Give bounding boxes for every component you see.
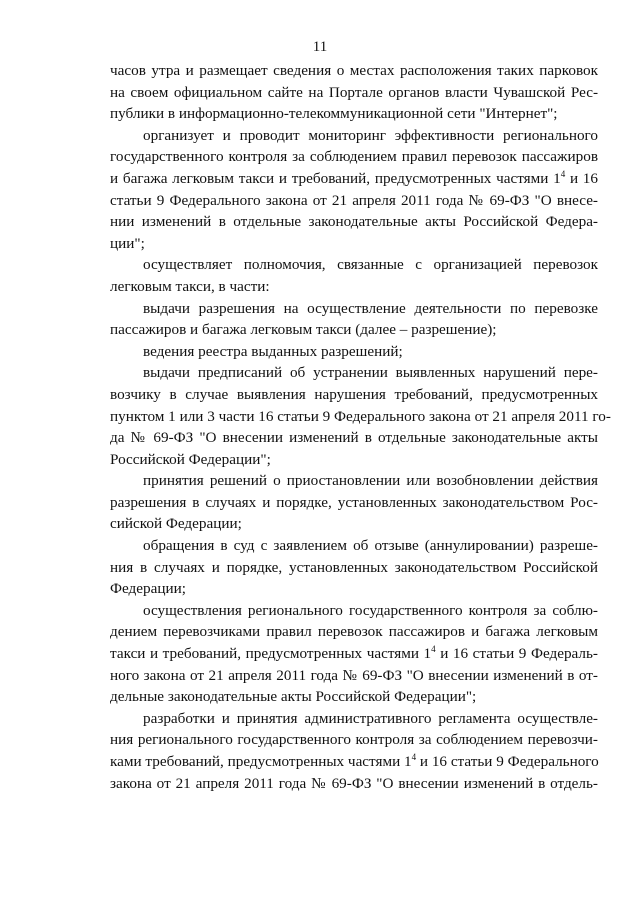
text-line: публики в информационно-телекоммуникационной сети "Интернет"; [110,105,558,123]
superscript: 4 [411,752,417,762]
text-line: выдачи разрешения на осуществление деятельности по перевозке [143,299,598,317]
text-line: выдачи предписаний об устранении выявленных нарушений пере- [143,364,598,382]
text-line: легковым такси, в части: [110,277,270,295]
text-line: часов утра и размещает сведения о местах расположения таких парковок [110,62,598,79]
text-line: осуществляет полномочия, связанные с организацией перевозок [143,256,598,274]
text-line: ного закона от 21 апреля 2011 года № 69-ФЗ "О внесении изменений в от- [110,666,598,684]
text-line: ния в случаях и порядке, установленных законодательством Российской [110,558,598,576]
text-line: статьи 9 Федерального закона от 21 апреля 2011 года № 69-ФЗ "О внесе- [110,191,598,209]
document-body [110,60,611,794]
text-line: возчику в случае выявления нарушения требований, предусмотренных [110,385,598,403]
text-line: пунктом 1 или 3 части 16 статьи 9 Федерального закона от 21 апреля 2011 го- [110,407,611,425]
text-line: организует и проводит мониторинг эффективности регионального [143,126,598,144]
text-line: разрешения в случаях и порядке, установленных законодательством Рос- [110,493,598,511]
text-line: пассажиров и багажа легковым такси (далее – разрешение); [110,321,497,339]
text-line: закона от 21 апреля 2011 года № 69-ФЗ "О внесении изменений в отдель- [110,774,598,792]
text-segment: и багажа легковым такси и требований, предусмотренных частями 1 [110,169,561,187]
text-line [110,643,598,665]
text-line: Федерации; [110,580,186,598]
text-segment: ками требований, предусмотренных частями 1 [110,753,412,770]
text-line: на своем официальном сайте на Портале органов власти Чувашской Рес- [110,83,598,101]
superscript: 4 [560,168,566,179]
text-line: Российской Федерации"; [110,450,271,468]
text-line [110,751,598,773]
page-number: 11 [312,39,328,55]
text-segment: и 16 статьи 9 Федераль- [435,645,598,663]
text-line: дением перевозчиками правил перевозок пассажиров и багажа легковым [110,623,598,641]
text-segment: и 16 [565,169,598,187]
text-line: нии изменений в отдельные законодательные акты Российской Федера- [110,213,598,231]
text-line: государственного контроля за соблюдением правил перевозок пассажиров [110,148,598,166]
text-segment: такси и требований, предусмотренных частями 1 [110,645,432,663]
text-line: разработки и принятия административного регламента осуществле- [143,709,598,727]
text-line: дельные законодательные акты Российской Федерации"; [110,688,477,706]
text-line: принятия решений о приостановлении или возобновлении действия [143,472,598,490]
text-segment: и 16 статьи 9 Федерального [416,753,599,770]
text-line: ния регионального государственного контроля за соблюдением перевозчи- [110,731,598,749]
text-line [110,168,598,190]
text-line: сийской Федерации; [110,515,242,533]
superscript: 4 [431,644,436,655]
text-line: обращения в суд с заявлением об отзыве (аннулировании) разреше- [143,537,598,555]
text-line: осуществления регионального государственного контроля за соблю- [143,601,598,619]
text-line: ведения реестра выданных разрешений; [143,342,403,360]
text-line: да № 69-ФЗ "О внесении изменений в отдельные законодательные акты [110,429,598,447]
text-line: ции"; [110,234,145,252]
